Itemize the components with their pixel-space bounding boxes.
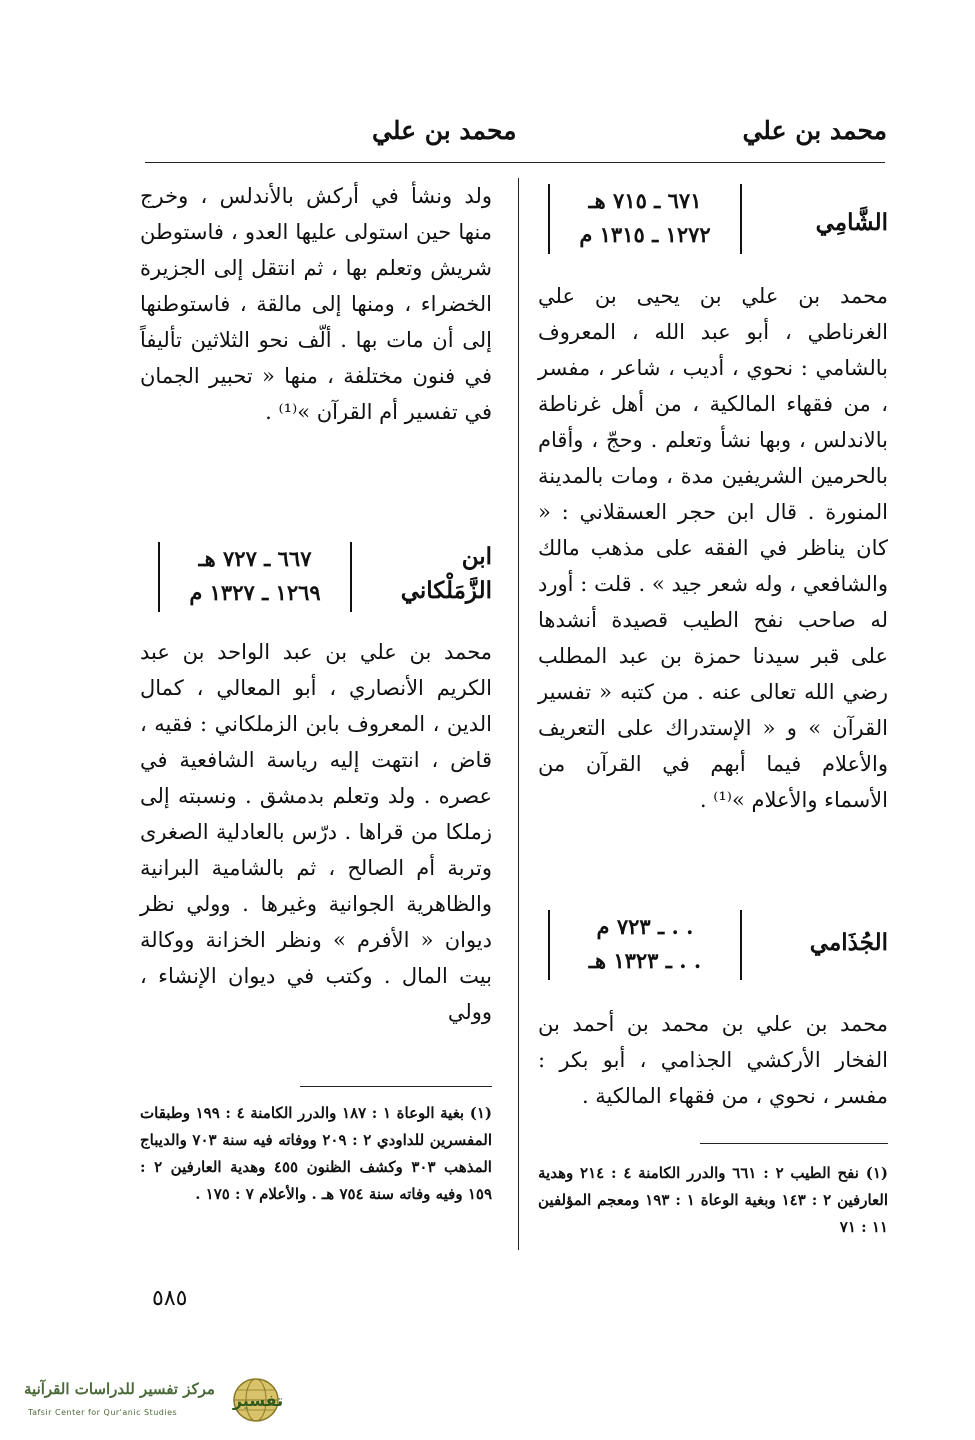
entry-text: ولد ونشأ في أركش بالأندلس ، وخرج منها حين استولى عليها العدو ، فاستوطن شريش وتعلم بها ، ثم انتقل إلى الجزيرة الخضراء ، ومنها إلى مالقة ، فاستوطنها إلى أن مات بها . ألّف نحو الثلاثين تأليفاً في فنون مختلفة ، منها « تحبير الجمان في تفسير أم القرآن »⁽¹⁾ . xyxy=(140,184,492,424)
entry-heading-judhami xyxy=(538,904,888,986)
right-column xyxy=(538,178,888,1114)
entry-text: محمد بن علي بن محمد بن أحمد بن الفخار الأركشي الجذامي ، أبو بكر : مفسر ، نحوي ، من فقهاء المالكية . xyxy=(538,1012,888,1108)
entry-heading-shami xyxy=(538,178,888,260)
running-header-left: محمد بن علي xyxy=(372,116,517,145)
date-line-2: . . ـ ١٣٢٣ هـ xyxy=(588,948,702,973)
footnote-left: (١) بغية الوعاة ١ : ١٨٧ والدرر الكامنة ٤ : ١٩٩ وطبقات المفسرين للداودي ٢ : ٢٠٩ ووفاته فيه سنة ٧٠٣ والديباج المذهب ٣٠٣ وكشف الظنون ٤٥٥ وهدية العارفين ٢ : ١٥٩ وفيه وفاته سنة ٧٥٤ هـ . والأعلام ٧ : ١٧٥ . xyxy=(140,1104,493,1203)
running-header-right: محمد بن علي xyxy=(742,116,887,145)
date-hijri: ٦٦٧ ـ ٧٢٧ هـ xyxy=(198,546,312,571)
logo-arabic-text: مركز تفسير للدراسات القرآنية xyxy=(24,1380,215,1398)
date-bracket xyxy=(158,542,352,612)
entry-name-line-1: ابن xyxy=(461,543,492,570)
entry-body xyxy=(140,634,492,1030)
logo-mark-text: تفسير xyxy=(232,1391,284,1410)
date-bracket xyxy=(548,910,742,980)
date-line-1: . . ـ ٧٢٣ م xyxy=(596,914,694,939)
date-bracket xyxy=(548,184,742,254)
logo-english-text: Tafsir Center for Qur'anic Studies xyxy=(28,1408,178,1417)
publisher-logo xyxy=(14,1376,292,1426)
footnote-rule xyxy=(700,1143,888,1144)
column-divider xyxy=(518,178,519,1250)
header-rule xyxy=(145,162,885,163)
page-number: ٥٨٥ xyxy=(152,1286,188,1311)
entry-body xyxy=(538,1006,888,1114)
entry-name: الشَّامِي xyxy=(815,209,888,236)
date-hijri: ٦٧١ ـ ٧١٥ هـ xyxy=(588,188,702,213)
entry-text: محمد بن علي بن عبد الواحد بن عبد الكريم الأنصاري ، أبو المعالي ، كمال الدين ، المعروف بابن الزملكاني : فقيه ، قاض ، انتهت إليه رياسة الشافعية في عصره . ولد وتعلم بدمشق . ونسبته إلى زملكا من قراها . درّس بالعادلية الصغرى وتربة أم الصالح ، ثم بالشامية البرانية والظاهرية الجوانية وغيرها . وولي نظر ديوان « الأفرم » ونظر الخزانة ووكالة بيت المال . وكتب في ديوان الإنشاء ، وولي xyxy=(140,640,492,1024)
entry-heading-zamlakani xyxy=(140,530,492,622)
entry-name: الجُذَامي xyxy=(809,929,888,956)
left-column xyxy=(140,178,492,1030)
entry-name-line-2: الزَّمَلْكاني xyxy=(400,577,492,604)
date-gregorian: ١٢٦٩ ـ ١٣٢٧ م xyxy=(189,580,321,605)
continuation-text xyxy=(140,178,492,530)
footnote-rule xyxy=(300,1086,492,1087)
footnote-right: (١) نفح الطيب ٢ : ٦٦١ والدرر الكامنة ٤ : ٢١٤ وهدية العارفين ٢ : ١٤٣ وبغية الوعاة ١ : ١٩٣ ومعجم المؤلفين ١١ : ٧١ xyxy=(538,1164,889,1236)
entry-text: محمد بن علي بن يحيى بن علي الغرناطي ، أبو عبد الله ، المعروف بالشامي : نحوي ، أديب ، شاعر ، مفسر ، من فقهاء المالكية ، من أهل غرناطة بالاندلس ، وبها نشأ وتعلم . وحجّ ، وأقام بالحرمين الشريفين مدة ، ومات بالمدينة المنورة . قال ابن حجر العسقلاني : « كان يناظر في الفقه على مذهب مالك والشافعي ، وله شعر جيد » . قلت : أورد له صاحب نفح الطيب قصيدة أنشدها على قبر سيدنا حمزة بن عبد المطلب رضي الله تعالى عنه . من كتبه « تفسير القرآن » و « الإستدراك على التعريف والأعلام فيما أبهم في القرآن من الأسماء والأعلام »⁽¹⁾ . xyxy=(538,284,888,812)
globe-logo-icon xyxy=(228,1376,288,1424)
entry-body xyxy=(538,278,888,904)
date-gregorian: ١٢٧٢ ـ ١٣١٥ م xyxy=(579,222,711,247)
